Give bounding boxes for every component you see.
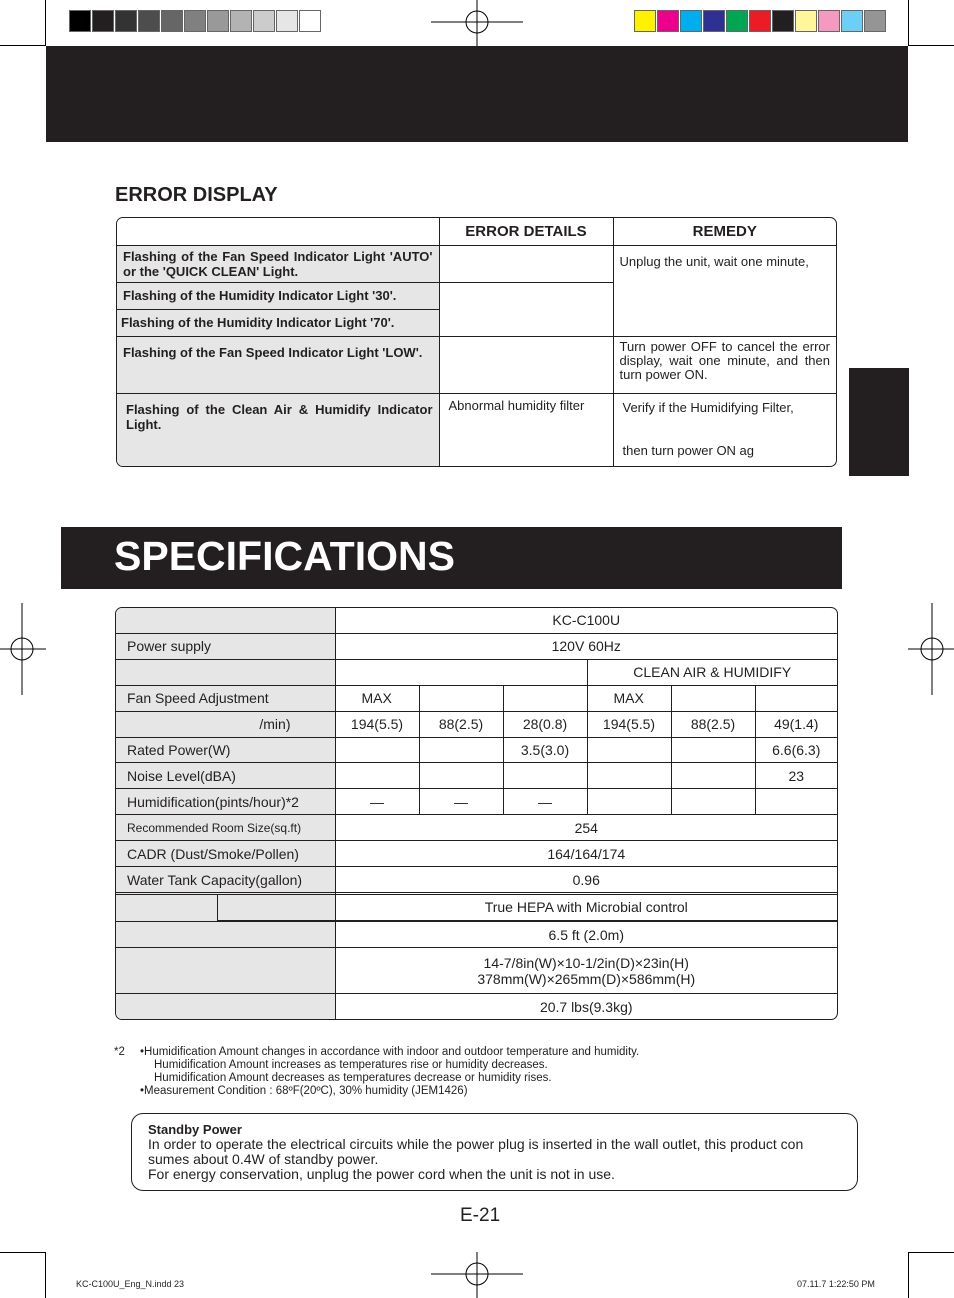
- footnote-line: Humidification Amount increases as temperatures rise or humidity decreases.: [154, 1059, 548, 1071]
- rated-power-cell: 3.5(3.0): [503, 737, 587, 763]
- remedy-line: then turn power ON ag: [622, 442, 755, 458]
- color-swatch: [749, 10, 771, 32]
- color-swatch: [657, 10, 679, 32]
- registration-mark-icon: [431, 0, 523, 46]
- registration-mark-icon: [431, 1252, 523, 1298]
- fan-speed-cell: [419, 685, 503, 711]
- airflow-cell: 194(5.5): [335, 711, 419, 737]
- color-swatch: [634, 10, 656, 32]
- cadr-label: CADR (Dust/Smoke/Pollen): [116, 841, 335, 867]
- remedy-cell: [613, 393, 836, 466]
- error-detail-cell: [439, 282, 613, 336]
- humidification-cell: [587, 789, 671, 815]
- noise-cell: [335, 763, 419, 789]
- airflow-label: /min): [116, 711, 335, 737]
- remedy-line: Verify if the Humidifying Filter,: [622, 399, 794, 415]
- standby-text: For energy conservation, unplug the power cord when the unit is not in use.: [148, 1166, 615, 1182]
- error-display-title: ERROR DISPLAY: [115, 184, 278, 206]
- dimensions-mm: 378mm(W)×265mm(D)×586mm(H): [477, 970, 696, 987]
- error-row-label: Flashing of the Clean Air & Humidify Indicator Light.: [117, 393, 439, 466]
- footnote-line: •Humidification Amount changes in accordance with indoor and outdoor temperature and humidity.: [140, 1046, 640, 1058]
- fan-speed-label: Fan Speed Adjustment: [116, 685, 335, 711]
- error-row-label: Flashing of the Fan Speed Indicator Light 'AUTO' or the 'QUICK CLEAN' Light.: [117, 245, 439, 282]
- airflow-cell: 88(2.5): [419, 711, 503, 737]
- humidification-cell: [671, 789, 755, 815]
- noise-cell: [419, 763, 503, 789]
- error-row-label: Flashing of the Humidity Indicator Light '70'.: [117, 309, 439, 336]
- color-swatch: [138, 10, 160, 32]
- noise-cell: 23: [755, 763, 837, 789]
- error-row-label: Flashing of the Humidity Indicator Light '30'.: [117, 282, 439, 309]
- filter-value: True HEPA with Microbial control: [335, 894, 837, 920]
- registration-mark-icon: [908, 603, 954, 695]
- standby-text: In order to operate the electrical circuits while the power plug is inserted in the wall outlet, this product con: [148, 1136, 804, 1152]
- error-detail-cell: [439, 336, 613, 393]
- fan-speed-cell: [671, 685, 755, 711]
- humidification-label: Humidification(pints/hour)*2: [116, 789, 335, 815]
- noise-cell: [587, 763, 671, 789]
- tank-label: Water Tank Capacity(gallon): [116, 867, 335, 893]
- power-supply-value: 120V 60Hz: [335, 633, 837, 659]
- footnote-line: Humidification Amount decreases as temperatures decrease or humidity rises.: [154, 1072, 552, 1084]
- footer-timestamp: 07.11.7 1:22:50 PM: [797, 1279, 875, 1289]
- weight-value: 20.7 lbs(9.3kg): [335, 994, 837, 1019]
- error-display-table: [116, 217, 837, 467]
- standby-title: Standby Power: [148, 1122, 242, 1137]
- power-supply-label: Power supply: [116, 633, 335, 659]
- error-detail-cell: [439, 245, 613, 282]
- error-details-header: ERROR DETAILS: [439, 218, 613, 245]
- filter-sub-label: [217, 894, 335, 920]
- error-row-label: Flashing of the Fan Speed Indicator Light 'LOW'.: [117, 336, 439, 393]
- humidification-cell: —: [503, 789, 587, 815]
- color-swatch: [772, 10, 794, 32]
- noise-cell: [503, 763, 587, 789]
- spec-label-blank: [116, 608, 335, 633]
- humidification-cell: [755, 789, 837, 815]
- model-cell: KC-C100U: [335, 608, 837, 633]
- rated-power-cell: [335, 737, 419, 763]
- airflow-cell: 49(1.4): [755, 711, 837, 737]
- dimensions-inches: 14-7/8in(W)×10-1/2in(D)×23in(H): [483, 954, 689, 971]
- cord-label: [116, 922, 335, 948]
- remedy-cell: Turn power OFF to cancel the error display, wait one minute, and then turn power ON.: [613, 336, 836, 393]
- fan-speed-cell: [755, 685, 837, 711]
- fan-speed-cell: [503, 685, 587, 711]
- spec-label-blank: [116, 659, 335, 685]
- rated-power-label: Rated Power(W): [116, 737, 335, 763]
- filter-group-label: [116, 894, 217, 921]
- color-swatch: [253, 10, 275, 32]
- page-number: E-21: [460, 1205, 501, 1226]
- fan-speed-cell: MAX: [587, 685, 671, 711]
- humidification-cell: —: [335, 789, 419, 815]
- rated-power-cell: [671, 737, 755, 763]
- room-size-value: 254: [335, 815, 837, 841]
- noise-cell: [671, 763, 755, 789]
- registration-mark-icon: [0, 603, 46, 695]
- airflow-cell: 194(5.5): [587, 711, 671, 737]
- color-swatch: [703, 10, 725, 32]
- humidification-cell: —: [419, 789, 503, 815]
- remedy-cell: Unplug the unit, wait one minute,: [613, 245, 836, 336]
- color-swatch: [69, 10, 91, 32]
- error-header-blank: [117, 218, 439, 245]
- color-swatch: [726, 10, 748, 32]
- mode-left-cell: [335, 659, 587, 685]
- specifications-title: SPECIFICATIONS: [114, 533, 455, 579]
- footnotes: [114, 1046, 640, 1098]
- remedy-header: REMEDY: [613, 218, 836, 245]
- standby-power-box: [131, 1113, 858, 1191]
- cord-value: 6.5 ft (2.0m): [335, 922, 837, 948]
- section-tab: [849, 368, 909, 476]
- color-swatch: [299, 10, 321, 32]
- rated-power-cell: 6.6(6.3): [755, 737, 837, 763]
- color-swatch: [230, 10, 252, 32]
- error-detail-cell: Abnormal humidity filter: [439, 393, 613, 466]
- color-swatch: [92, 10, 114, 32]
- standby-text: sumes about 0.4W of standby power.: [148, 1151, 379, 1167]
- footnote-marker: *2: [114, 1046, 125, 1058]
- color-swatch: [115, 10, 137, 32]
- rated-power-cell: [587, 737, 671, 763]
- color-swatch: [841, 10, 863, 32]
- color-swatch: [795, 10, 817, 32]
- fan-speed-cell: MAX: [335, 685, 419, 711]
- cadr-value: 164/164/174: [335, 841, 837, 867]
- noise-label: Noise Level(dBA): [116, 763, 335, 789]
- color-swatch: [818, 10, 840, 32]
- mode-right-cell: CLEAN AIR & HUMIDIFY: [587, 659, 837, 685]
- weight-label: [116, 994, 335, 1019]
- footnote-line: •Measurement Condition : 68ºF(20ºC), 30% humidity (JEM1426): [140, 1085, 468, 1097]
- dimensions-value: [335, 948, 837, 994]
- dimensions-label: [116, 948, 335, 994]
- airflow-cell: 28(0.8): [503, 711, 587, 737]
- color-swatch: [184, 10, 206, 32]
- tank-value: 0.96: [335, 867, 837, 893]
- color-swatch: [161, 10, 183, 32]
- specifications-table: [115, 607, 838, 1020]
- rated-power-cell: [419, 737, 503, 763]
- airflow-cell: 88(2.5): [671, 711, 755, 737]
- header-band: [46, 46, 908, 142]
- color-swatch: [680, 10, 702, 32]
- room-size-label: Recommended Room Size(sq.ft): [116, 815, 335, 841]
- color-swatch: [207, 10, 229, 32]
- color-swatch: [864, 10, 886, 32]
- footer-file-name: KC-C100U_Eng_N.indd 23: [76, 1279, 185, 1289]
- color-swatch: [276, 10, 298, 32]
